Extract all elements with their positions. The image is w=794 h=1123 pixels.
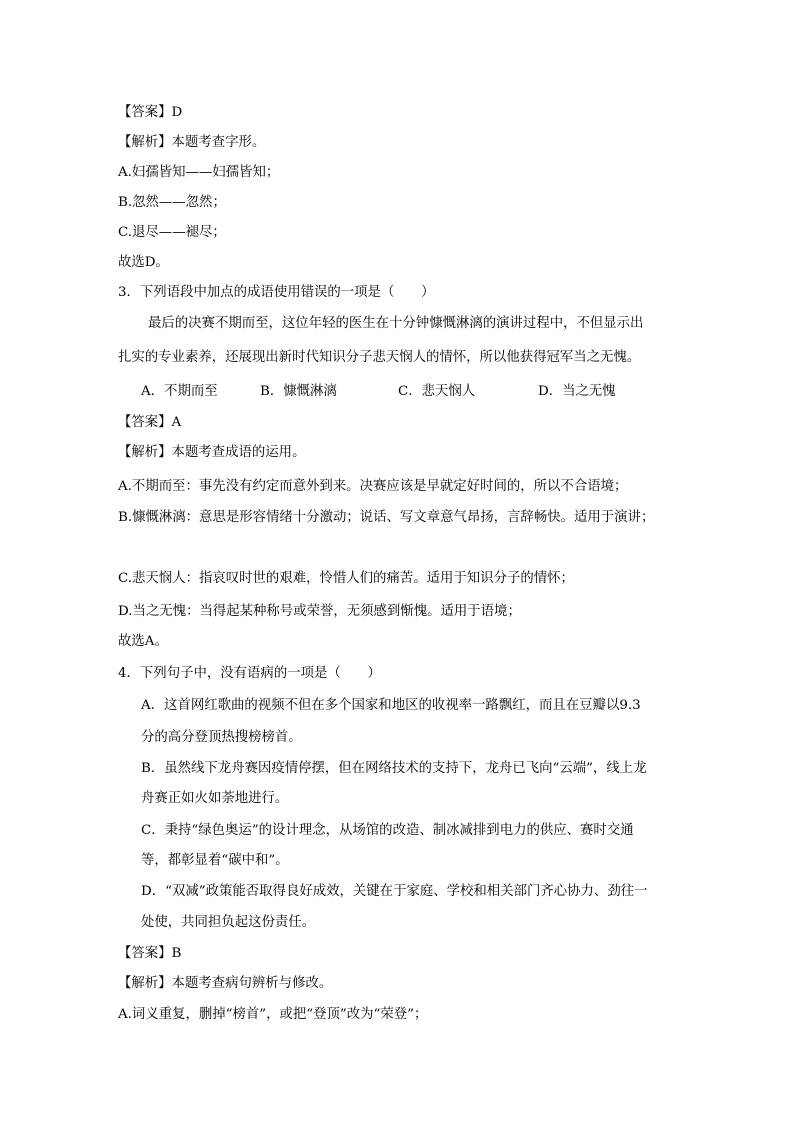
option-b: B．慷慨淋漓 [260,384,337,399]
answer-label: 【答案】A [118,415,182,430]
explanation-line: A.词义重复，删掉“榜首”，或把“登顶”改为“荣登”； [118,1007,428,1022]
analysis-label: 【解析】本题考查字形。 [118,135,266,150]
explanation-line: D.当之无愧：当得起某种称号或荣誉，无须感到惭愧。适用于语境； [118,604,521,619]
explanation-line: B.慷慨淋漓：意思是形容情绪十分激动；说话、写文章意气昂扬，言辞畅快。适用于演讲； [118,510,655,525]
answer-label: 【答案】D [118,105,183,120]
explanation-line: A.妇孺皆知——妇孺皆知； [118,165,280,180]
option-b-continued: 舟赛正如火如荼地进行。 [141,791,289,806]
question-3-stem: 3．下列语段中加点的成语使用错误的一项是（ ） [118,285,435,300]
option-c: C．秉持“绿色奥运”的设计理念，从场馆的改造、制冰减排到电力的供应、赛时交通 [141,823,634,838]
option-d-continued: 处使，共同担负起这份责任。 [141,915,316,930]
question-3-options [141,382,616,402]
option-b: B．虽然线下龙舟赛因疫情停摆，但在网络技术的支持下，龙舟已飞向“云端”，线上龙 [141,761,647,776]
option-c: C．悲天悯人 [398,384,476,399]
option-a: A．这首网红歌曲的视频不但在多个国家和地区的收视率一路飘红，而且在豆瓣以9.3 [141,698,641,713]
question-4-stem: 4．下列句子中，没有语病的一项是（ ） [118,666,381,681]
question-3-passage: 最后的决赛不期而至，这位年轻的医生在十分钟慷慨淋漓的演讲过程中，不但显示出 [148,316,644,331]
option-c-continued: 等，都彰显着“碳中和”。 [141,853,289,868]
explanation-line: A.不期而至：事先没有约定而意外到来。决赛应该是早就定好时间的，所以不合语境； [118,479,628,494]
explanation-line: C.悲天悯人：指哀叹时世的艰难，怜惜人们的痛苦。适用于知识分子的情怀； [118,571,574,586]
explanation-line: B.忽然——忽然； [118,195,226,210]
option-a-continued: 分的高分登顶热搜榜榜首。 [141,730,302,745]
answer-label: 【答案】B [118,946,182,961]
conclusion-line: 故选D。 [118,255,169,270]
option-a: A．不期而至 [141,384,218,399]
analysis-label: 【解析】本题考查病句辨析与修改。 [118,976,333,991]
question-3-passage: 扎实的专业素养，还展现出新时代知识分子悲天悯人的情怀，所以他获得冠军当之无愧。 [118,350,641,365]
explanation-line: C.退尽——褪尽； [118,225,226,240]
option-d: D．“双减”政策能否取得良好成效，关键在于家庭、学校和相关部门齐心协力、劲往一 [141,884,648,899]
option-d: D．当之无愧 [538,384,616,399]
analysis-label: 【解析】本题考查成语的运用。 [118,445,306,460]
conclusion-line: 故选A。 [118,634,168,649]
